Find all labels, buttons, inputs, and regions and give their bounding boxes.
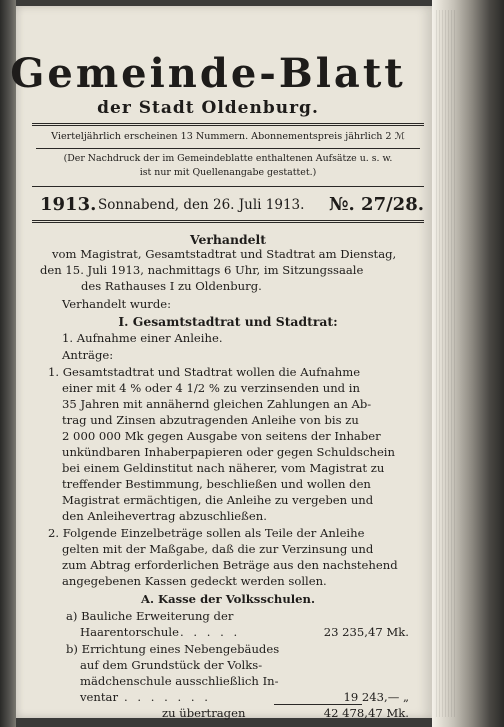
entry-b-line1: b) Errichtung eines Nebengebäudes xyxy=(66,642,280,656)
reprint-note-line2: ist nur mit Quellenangabe gestattet.) xyxy=(139,167,317,178)
entry-a-amount: 23 235,47 Mk. xyxy=(323,625,409,639)
dateline xyxy=(40,194,424,218)
paragraph-2-line: gelten mit der Maßgabe, daß die zur Verzinsung und xyxy=(62,542,374,556)
issue-date: Sonnabend, den 26. Juli 1913. xyxy=(98,197,305,213)
intro-line: den 15. Juli 1913, nachmittags 6 Uhr, im Sitzungssaale xyxy=(40,263,364,277)
section-title: I. Gesamtstadtrat und Stadtrat: xyxy=(118,314,338,329)
leader-dots: . . . . . xyxy=(180,625,241,639)
paragraph-1-line: trag und Zinsen abzutragenden Anleihe von bis zu xyxy=(62,413,359,427)
reprint-note-line1: (Der Nachdruck der im Gemeindeblatte enthaltenen Aufsätze u. s. w. xyxy=(63,153,393,164)
intro-line: des Rathauses I zu Oldenburg. xyxy=(81,279,262,293)
entry-b-line4: ventar xyxy=(80,690,118,704)
carry-amount: 42 478,47 Mk. xyxy=(323,706,409,720)
paragraph-1-line: 35 Jahren mit annähernd gleichen Zahlungen an Ab- xyxy=(62,397,372,411)
sum-rule xyxy=(274,704,362,705)
rule-top xyxy=(32,123,424,124)
subscription-info: Vierteljährlich erscheinen 13 Nummern. Abonnementspreis jährlich 2 ℳ xyxy=(51,131,405,142)
masthead-title: Gemeinde-Blatt xyxy=(10,50,406,97)
masthead-subtitle: der Stadt Oldenburg. xyxy=(97,98,319,118)
antraege-label: Anträge: xyxy=(62,348,114,362)
rule-dateline-bottom-double xyxy=(32,222,424,223)
paragraph-1-line: bei einem Geldinstitut nach näherer, vom Magistrat zu xyxy=(62,461,385,475)
paragraph-2-line: zum Abtrag erforderlichen Beträge aus den nachstehend xyxy=(62,558,398,572)
paragraph-1-line: den Anleihevertrag abzuschließen. xyxy=(62,509,267,523)
paragraph-2-line: angegebenen Kassen gedeckt werden sollen. xyxy=(62,574,327,588)
paragraph-2-line: 2. Folgende Einzelbeträge sollen als Teile der Anleihe xyxy=(48,526,365,540)
entry-a-line2: Haarentorschule xyxy=(80,625,179,639)
paragraph-1-line: einer mit 4 % oder 4 1/2 % zu verzinsenden und in xyxy=(62,381,360,395)
entry-a-line1: a) Bauliche Erweiterung der xyxy=(66,609,234,623)
page-stack-edges xyxy=(436,10,456,717)
paragraph-1-line: 1. Gesamtstadtrat und Stadtrat wollen die Aufnahme xyxy=(48,365,361,379)
issue-year: 1913. xyxy=(40,194,97,215)
issue-number: №. 27/28. xyxy=(328,194,424,215)
leader-dots: . . . . . . . xyxy=(124,690,211,704)
rule-mid xyxy=(36,148,420,149)
paragraph-1-line: unkündbaren Inhaberpapieren oder gegen Schuldschein xyxy=(62,445,395,459)
paragraph-1-line: 2 000 000 Mk gegen Ausgabe von seitens der Inhaber xyxy=(62,429,381,443)
entry-b-line3: mädchenschule ausschließlich In- xyxy=(80,674,279,688)
carry-label: zu übertragen xyxy=(162,706,246,720)
intro-line: vom Magistrat, Gesamtstadtrat und Stadtrat am Dienstag, xyxy=(52,247,397,261)
heading-verhandelt: Verhandelt xyxy=(190,232,266,247)
paragraph-1-line: treffender Bestimmung, beschließen und wollen den xyxy=(62,477,371,491)
agenda-item-1: 1. Aufnahme einer Anleihe. xyxy=(62,331,223,345)
entry-b-line2: auf dem Grundstück der Volks- xyxy=(80,658,263,672)
rule-dateline-top xyxy=(32,186,424,187)
entry-b-amount: 19 243,— „ xyxy=(343,690,409,704)
rule-dateline-bottom xyxy=(32,220,424,221)
verhandelt-wurde: Verhandelt wurde: xyxy=(62,297,172,311)
paragraph-1-line: Magistrat ermächtigen, die Anleihe zu vergeben und xyxy=(62,493,374,507)
kasse-heading: A. Kasse der Volksschulen. xyxy=(140,592,316,606)
rule-top-double xyxy=(32,125,424,126)
